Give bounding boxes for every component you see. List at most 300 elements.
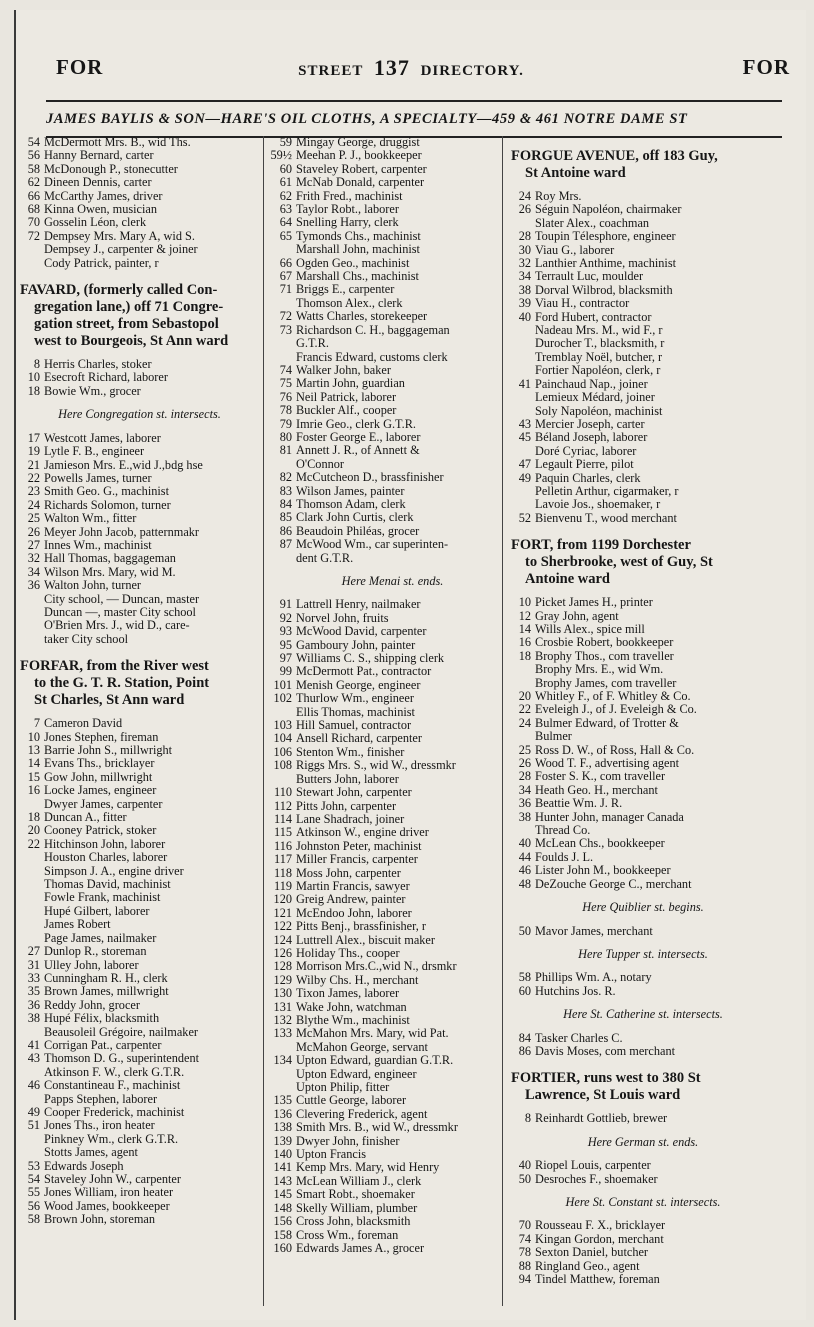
- house-number: 52: [518, 510, 531, 525]
- resident-listing: Cooney Patrick, stoker: [44, 823, 157, 838]
- house-number: 60: [518, 983, 531, 998]
- directory-entry: [18, 579, 261, 592]
- directory-entry: [270, 283, 515, 296]
- directory-entry: [270, 1148, 515, 1161]
- house-number: 130: [273, 986, 292, 1001]
- resident-listing-continued: dent G.T.R.: [296, 550, 354, 565]
- directory-entry: [18, 1200, 261, 1213]
- house-number: 118: [274, 865, 292, 880]
- resident-listing: Stewart John, carpenter: [296, 785, 412, 800]
- resident-listing-continued: City school, — Duncan, master: [44, 591, 200, 606]
- resident-listing: Kingan Gordon, merchant: [535, 1231, 664, 1246]
- house-number: 36: [27, 997, 40, 1012]
- house-number: 14: [27, 756, 40, 771]
- house-number: 25: [27, 511, 40, 526]
- column-2: [263, 136, 515, 1306]
- house-number: 140: [273, 1147, 292, 1162]
- street-heading: [509, 537, 777, 588]
- directory-entry: [270, 149, 515, 162]
- directory-entry: [509, 1233, 777, 1246]
- resident-listing: Martin John, guardian: [296, 376, 405, 391]
- directory-entry: [509, 636, 777, 649]
- house-number: 46: [518, 863, 531, 878]
- resident-listing: Watts Charles, storekeeper: [296, 309, 428, 324]
- resident-listing: Staveley Robert, carpenter: [296, 161, 427, 176]
- directory-entry: [509, 757, 777, 770]
- house-number: 143: [273, 1173, 292, 1188]
- resident-listing: Clark John Curtis, clerk: [296, 510, 414, 525]
- resident-listing: Dineen Dennis, carter: [44, 175, 152, 190]
- resident-listing-continued: O'Brien Mrs. J., wid D., care-: [44, 618, 190, 633]
- house-number: 79: [279, 416, 292, 431]
- resident-listing: Roy Mrs.: [535, 189, 582, 203]
- resident-listing-continued: Beausoleil Grégoire, nailmaker: [44, 1024, 198, 1039]
- resident-listing: Beaudoin Philéas, grocer: [296, 523, 420, 538]
- directory-entry: [18, 1173, 261, 1186]
- house-number: 51: [27, 1118, 40, 1133]
- directory-entry: [18, 824, 261, 837]
- resident-listing: Jones William, iron heater: [44, 1185, 174, 1200]
- house-number: 72: [27, 228, 40, 243]
- directory-entry: [18, 552, 261, 565]
- house-number: 8: [524, 1111, 531, 1126]
- resident-listing: Béland Joseph, laborer: [535, 430, 648, 445]
- resident-listing: Riggs Mrs. S., wid W., dressmkr: [296, 758, 456, 773]
- directory-entry: [18, 771, 261, 784]
- resident-listing: Bulmer Edward, of Trotter &: [535, 715, 679, 730]
- directory-entry: [18, 358, 261, 371]
- resident-listing: Terrault Luc, moulder: [535, 269, 644, 284]
- resident-listing: Buckler Alf., cooper: [296, 403, 397, 418]
- directory-entry: [509, 297, 777, 310]
- resident-listing-continued: Nadeau Mrs. M., wid F., r: [535, 323, 663, 338]
- resident-listing-continued: Ellis Thomas, machinist: [296, 704, 415, 719]
- house-number: 95: [279, 637, 292, 652]
- resident-listing: Cross Wm., foreman: [296, 1227, 399, 1242]
- resident-listing: Ulley John, laborer: [44, 957, 139, 972]
- house-number: 84: [279, 496, 292, 511]
- directory-entry: [270, 893, 515, 906]
- house-number: 22: [518, 702, 531, 717]
- resident-listing: Innes Wm., machinist: [44, 537, 152, 552]
- house-number: 58: [518, 970, 531, 985]
- directory-entry: [270, 418, 515, 431]
- directory-entry: [18, 136, 261, 149]
- house-number: 85: [279, 510, 292, 525]
- directory-entry: [270, 840, 515, 853]
- house-number: 104: [273, 731, 292, 746]
- resident-listing: Tindel Matthew, foreman: [535, 1272, 660, 1286]
- directory-entry: [270, 1242, 515, 1255]
- resident-listing: Davis Moses, com merchant: [535, 1043, 676, 1058]
- resident-listing: Thurlow Wm., engineer: [296, 691, 414, 706]
- resident-listing: Dorval Wilbrod, blacksmith: [535, 282, 673, 297]
- directory-entry: [270, 974, 515, 987]
- street-heading-line: St Charles, St Ann ward: [34, 692, 185, 709]
- house-number: 12: [518, 608, 531, 623]
- house-number: 66: [279, 255, 292, 270]
- street-heading-line: Lawrence, St Louis ward: [525, 1087, 681, 1104]
- house-number: 70: [518, 1218, 531, 1233]
- resident-listing: Dwyer John, finisher: [296, 1133, 400, 1148]
- resident-listing: Blythe Wm., machinist: [296, 1013, 410, 1027]
- house-number: 106: [273, 744, 292, 759]
- resident-listing: Westcott James, laborer: [44, 430, 161, 445]
- street-heading: [18, 658, 261, 709]
- resident-listing: Walker John, baker: [296, 362, 391, 377]
- resident-listing: Beattie Wm. J. R.: [535, 796, 623, 811]
- intersection-note: Here German st. ends.: [587, 1134, 699, 1149]
- directory-entry: [18, 1106, 261, 1119]
- house-number: 110: [274, 785, 292, 800]
- resident-listing-continued: Durocher T., blacksmith, r: [535, 336, 665, 351]
- resident-listing-continued: Doré Cyriac, laborer: [535, 443, 637, 458]
- house-number: 54: [27, 1172, 40, 1186]
- resident-listing: Tymonds Chs., machinist: [296, 228, 421, 243]
- directory-entry: [509, 1273, 777, 1286]
- directory-entry: [18, 526, 261, 539]
- directory-entry: [18, 176, 261, 189]
- house-number: 34: [518, 782, 531, 797]
- directory-entry: [270, 853, 515, 866]
- house-number: 58: [27, 1212, 40, 1227]
- resident-listing-continued: Butters John, laborer: [296, 771, 399, 786]
- directory-entry: [18, 945, 261, 958]
- resident-listing: Powells James, turner: [44, 470, 152, 485]
- directory-entry: [270, 880, 515, 893]
- directory-entry: [509, 458, 777, 471]
- directory-entry: [509, 230, 777, 243]
- directory-entry: [270, 1175, 515, 1188]
- resident-listing-continued: Page James, nailmaker: [44, 930, 157, 945]
- resident-listing: Greig Andrew, painter: [296, 892, 406, 907]
- advertisement-banner: JAMES BAYLIS & SON—HARE'S OIL CLOTHS, A SPECIALTY—459 & 461 NOTRE DAME ST: [46, 100, 782, 138]
- directory-entry: [18, 959, 261, 972]
- directory-entry: [270, 1001, 515, 1014]
- house-number: 74: [279, 362, 292, 377]
- directory-entry: [270, 324, 515, 337]
- resident-listing: Painchaud Nap., joiner: [535, 376, 648, 391]
- resident-listing: Cooper Frederick, machinist: [44, 1104, 185, 1119]
- resident-listing-continued: Dwyer James, carpenter: [44, 796, 163, 811]
- resident-listing: McNab Donald, carpenter: [296, 175, 425, 190]
- resident-listing: Johnston Peter, machinist: [296, 838, 422, 853]
- street-heading-line: FORT, from 1199 Dorchester: [511, 537, 691, 554]
- house-number: 132: [273, 1013, 292, 1027]
- house-number: 32: [518, 256, 531, 271]
- street-heading-line: FORTIER, runs west to 380 St: [511, 1070, 701, 1087]
- house-number: 22: [27, 470, 40, 485]
- resident-listing: Skelly William, plumber: [296, 1200, 418, 1215]
- directory-entry: [270, 1108, 515, 1121]
- house-number: 131: [273, 999, 292, 1014]
- directory-entry: [270, 987, 515, 1000]
- page-header: [16, 55, 806, 95]
- house-number: 41: [27, 1037, 40, 1052]
- directory-entry: [270, 163, 515, 176]
- house-number: 108: [273, 758, 292, 773]
- directory-entry: [18, 1119, 261, 1132]
- house-number: 63: [279, 202, 292, 217]
- directory-entry: [270, 1054, 515, 1067]
- house-number: 35: [27, 984, 40, 999]
- resident-listing: Bowie Wm., grocer: [44, 383, 141, 398]
- directory-entry: [509, 244, 777, 257]
- directory-entry: [509, 1112, 777, 1125]
- house-number: 10: [27, 729, 40, 744]
- resident-listing: Luttrell Alex., biscuit maker: [296, 932, 435, 947]
- running-head-left: FOR: [56, 55, 104, 79]
- house-number: 32: [27, 551, 40, 566]
- house-number: 26: [27, 524, 40, 539]
- street-heading-line: St Antoine ward: [525, 165, 626, 181]
- directory-entry: [509, 257, 777, 270]
- house-number: 38: [518, 809, 531, 824]
- resident-listing: Legault Pierre, pilot: [535, 457, 634, 472]
- resident-listing: Reinhardt Gottlieb, brewer: [535, 1111, 668, 1126]
- house-number: 15: [27, 769, 40, 784]
- resident-listing-continued: Soly Napoléon, machinist: [535, 403, 663, 418]
- resident-listing: Jones Ths., iron heater: [44, 1118, 155, 1133]
- resident-listing: Briggs E., carpenter: [296, 282, 395, 297]
- directory-entry: [270, 270, 515, 283]
- resident-listing: Wood James, bookkeeper: [44, 1198, 170, 1213]
- directory-entry: [270, 485, 515, 498]
- resident-listing-continued: Stotts James, agent: [44, 1145, 138, 1160]
- resident-listing: Marshall Chs., machinist: [296, 269, 419, 284]
- resident-listing-continued: Houston Charles, laborer: [44, 850, 168, 865]
- directory-entry: [509, 512, 777, 525]
- directory-entry: [18, 1052, 261, 1065]
- directory-entry: [270, 598, 515, 611]
- resident-listing-continued: Upton Edward, engineer: [296, 1066, 417, 1081]
- directory-entry: [270, 498, 515, 511]
- resident-listing: McLean Chs., bookkeeper: [535, 836, 665, 851]
- resident-listing-continued: Slater Alex., coachman: [535, 215, 650, 230]
- resident-listing: Smith Mrs. B., wid W., dressmkr: [296, 1120, 458, 1135]
- street-heading-line: Antoine ward: [525, 571, 610, 588]
- directory-entry: [270, 920, 515, 933]
- house-number: 73: [279, 322, 292, 337]
- resident-listing: Ford Hubert, contractor: [535, 309, 652, 324]
- house-number: 40: [518, 1158, 531, 1173]
- resident-listing: Lanthier Anthime, machinist: [535, 256, 677, 271]
- house-number: 72: [279, 309, 292, 324]
- house-number: 84: [518, 1030, 531, 1045]
- resident-listing: Dunlop R., storeman: [44, 944, 147, 959]
- resident-listing: Miller Francis, carpenter: [296, 852, 418, 867]
- house-number: 10: [27, 370, 40, 385]
- house-number: 33: [27, 970, 40, 985]
- resident-listing: Edwards Joseph: [44, 1158, 124, 1173]
- resident-listing: Hanny Bernard, carter: [44, 148, 154, 163]
- house-number: 102: [273, 691, 292, 706]
- resident-listing: Tixon James, laborer: [296, 986, 400, 1001]
- directory-entry: [18, 216, 261, 229]
- house-number: 60: [279, 161, 292, 176]
- directory-entry: [18, 230, 261, 243]
- resident-listing: Meyer John Jacob, patternmakr: [44, 524, 200, 539]
- house-number: 41: [518, 376, 531, 391]
- directory-entry: [509, 203, 777, 216]
- house-number: 65: [279, 228, 292, 243]
- intersection-note: Here Menai st. ends.: [341, 574, 444, 588]
- directory-entry: [18, 838, 261, 851]
- directory-entry: [270, 525, 515, 538]
- resident-listing: Séguin Napoléon, chairmaker: [535, 202, 682, 217]
- house-number: 54: [27, 135, 40, 149]
- resident-listing: McEndoo John, laborer: [296, 905, 412, 920]
- house-number: 20: [518, 689, 531, 703]
- street-heading-line: gregation lane,) off 71 Congre-: [34, 299, 224, 316]
- directory-entry: [509, 418, 777, 431]
- resident-listing-continued: G.T.R.: [296, 336, 329, 351]
- resident-listing-continued: Thread Co.: [535, 823, 591, 838]
- resident-listing: Gow John, millwright: [44, 769, 153, 784]
- resident-listing-continued: Lemieux Médard, joiner: [535, 390, 655, 405]
- directory-entry: [270, 1094, 515, 1107]
- resident-listing: Meehan P. J., bookkeeper: [296, 148, 422, 163]
- resident-listing-continued: Tremblay Noël, butcher, r: [535, 349, 663, 364]
- house-number: 50: [518, 923, 531, 938]
- resident-listing: Williams C. S., shipping clerk: [296, 651, 445, 666]
- house-number: 75: [279, 376, 292, 391]
- directory-entry: [270, 1027, 515, 1040]
- house-number: 18: [27, 810, 40, 825]
- intersection-note: Here Tupper st. intersects.: [578, 946, 708, 961]
- house-number: 10: [518, 595, 531, 610]
- running-head-directory: DIRECTORY.: [420, 63, 524, 79]
- resident-listing: Hupé Félix, blacksmith: [44, 1011, 160, 1026]
- resident-listing: Walton John, turner: [44, 578, 142, 593]
- resident-listing: Thomson D. G., superintendent: [44, 1051, 200, 1066]
- house-number: 36: [27, 578, 40, 593]
- house-number: 19: [27, 444, 40, 459]
- resident-listing: Ringland Geo., agent: [535, 1258, 640, 1273]
- directory-entry: [270, 404, 515, 417]
- resident-listing: Sexton Daniel, butcher: [535, 1245, 649, 1260]
- resident-listing: Eveleigh J., of J. Eveleigh & Co.: [535, 702, 697, 717]
- resident-listing: Cunningham R. H., clerk: [44, 970, 168, 985]
- directory-entry: [270, 786, 515, 799]
- house-number: 70: [27, 215, 40, 230]
- directory-entry: [18, 731, 261, 744]
- directory-entry: [18, 512, 261, 525]
- resident-listing: Walton Wm., fitter: [44, 511, 137, 526]
- column-3: [502, 136, 777, 1306]
- house-number: 94: [518, 1272, 531, 1286]
- street-heading-line: FORGUE AVENUE, off 183 Guy,: [511, 148, 718, 164]
- house-number: 78: [518, 1245, 531, 1260]
- resident-listing: Gamboury John, painter: [296, 637, 416, 652]
- resident-listing-continued: Bulmer: [535, 729, 572, 744]
- directory-entry: [270, 203, 515, 216]
- resident-listing: Hill Samuel, contractor: [296, 718, 412, 733]
- house-number: 16: [518, 635, 531, 650]
- resident-listing: Whitley F., of F. Whitley & Co.: [535, 689, 691, 703]
- street-heading-line: FORFAR, from the River west: [20, 658, 209, 675]
- house-number: 67: [279, 269, 292, 284]
- house-number: 82: [279, 470, 292, 485]
- house-number: 124: [273, 932, 292, 947]
- directory-entry: [509, 878, 777, 891]
- resident-listing-continued: Pinkney Wm., clerk G.T.R.: [44, 1131, 179, 1146]
- directory-entry: [509, 864, 777, 877]
- resident-listing: Crosbie Robert, bookkeeper: [535, 635, 674, 650]
- directory-entry: [509, 378, 777, 391]
- directory-entry: [509, 985, 777, 998]
- directory-entry: [509, 837, 777, 850]
- house-number: 129: [273, 972, 292, 987]
- directory-entry: [18, 459, 261, 472]
- resident-listing-continued: taker City school: [44, 631, 129, 646]
- house-number: 24: [27, 497, 40, 512]
- directory-entry: [18, 999, 261, 1012]
- directory-entry: [270, 692, 515, 705]
- house-number: 64: [279, 215, 292, 230]
- directory-entry: [509, 770, 777, 783]
- house-number: 28: [518, 229, 531, 244]
- house-number: 91: [279, 597, 292, 612]
- house-number: 38: [518, 282, 531, 297]
- directory-entry: [270, 216, 515, 229]
- resident-listing: Riopel Louis, carpenter: [535, 1158, 651, 1173]
- directory-entry: [509, 851, 777, 864]
- directory-entry: [270, 1229, 515, 1242]
- house-number: 49: [27, 1104, 40, 1119]
- house-number: 24: [518, 189, 531, 203]
- house-number: 156: [273, 1214, 292, 1229]
- street-heading: [509, 1070, 777, 1104]
- resident-listing-continued: Cody Patrick, painter, r: [44, 255, 159, 270]
- resident-listing: Tasker Charles C.: [535, 1030, 623, 1045]
- house-number: 148: [273, 1200, 292, 1215]
- resident-listing: Pitts John, carpenter: [296, 798, 397, 813]
- resident-listing: Wood T. F., advertising agent: [535, 756, 680, 771]
- intersection-note: Here St. Catherine st. intersects.: [563, 1007, 723, 1022]
- directory-entry: [509, 610, 777, 623]
- directory-entry: [509, 717, 777, 730]
- directory-entry: [270, 1188, 515, 1201]
- resident-listing: Rousseau F. X., bricklayer: [535, 1218, 666, 1233]
- directory-entry: [18, 472, 261, 485]
- directory-entry: [270, 679, 515, 692]
- resident-listing: Richardson C. H., baggageman: [296, 322, 450, 337]
- house-number: 112: [274, 798, 292, 813]
- directory-entry: [18, 1039, 261, 1052]
- intersection-note: Here Congregation st. intersects.: [58, 407, 221, 422]
- resident-listing: Lane Shadrach, joiner: [296, 811, 405, 826]
- resident-listing: Picket James H., printer: [535, 595, 653, 610]
- resident-listing: Morrison Mrs.C.,wid N., drsmkr: [296, 959, 457, 974]
- resident-listing: Hutchins Jos. R.: [535, 983, 616, 998]
- directory-entry: [270, 511, 515, 524]
- resident-listing: Atkinson W., engine driver: [296, 825, 429, 840]
- directory-entry: [270, 1202, 515, 1215]
- resident-listing: Foster S. K., com traveller: [535, 769, 666, 784]
- resident-listing-continued: James Robert: [44, 917, 111, 932]
- house-number: 145: [273, 1187, 292, 1202]
- directory-entry: [270, 639, 515, 652]
- resident-listing: Brown John, storeman: [44, 1212, 156, 1227]
- resident-listing-continued: Lavoie Jos., shoemaker, r: [535, 497, 661, 512]
- directory-entry: [18, 445, 261, 458]
- running-head-center: [16, 55, 806, 81]
- resident-listing: Paquin Charles, clerk: [535, 470, 641, 485]
- house-number: 86: [518, 1043, 531, 1058]
- directory-entry: [270, 136, 515, 149]
- house-number: 26: [518, 756, 531, 771]
